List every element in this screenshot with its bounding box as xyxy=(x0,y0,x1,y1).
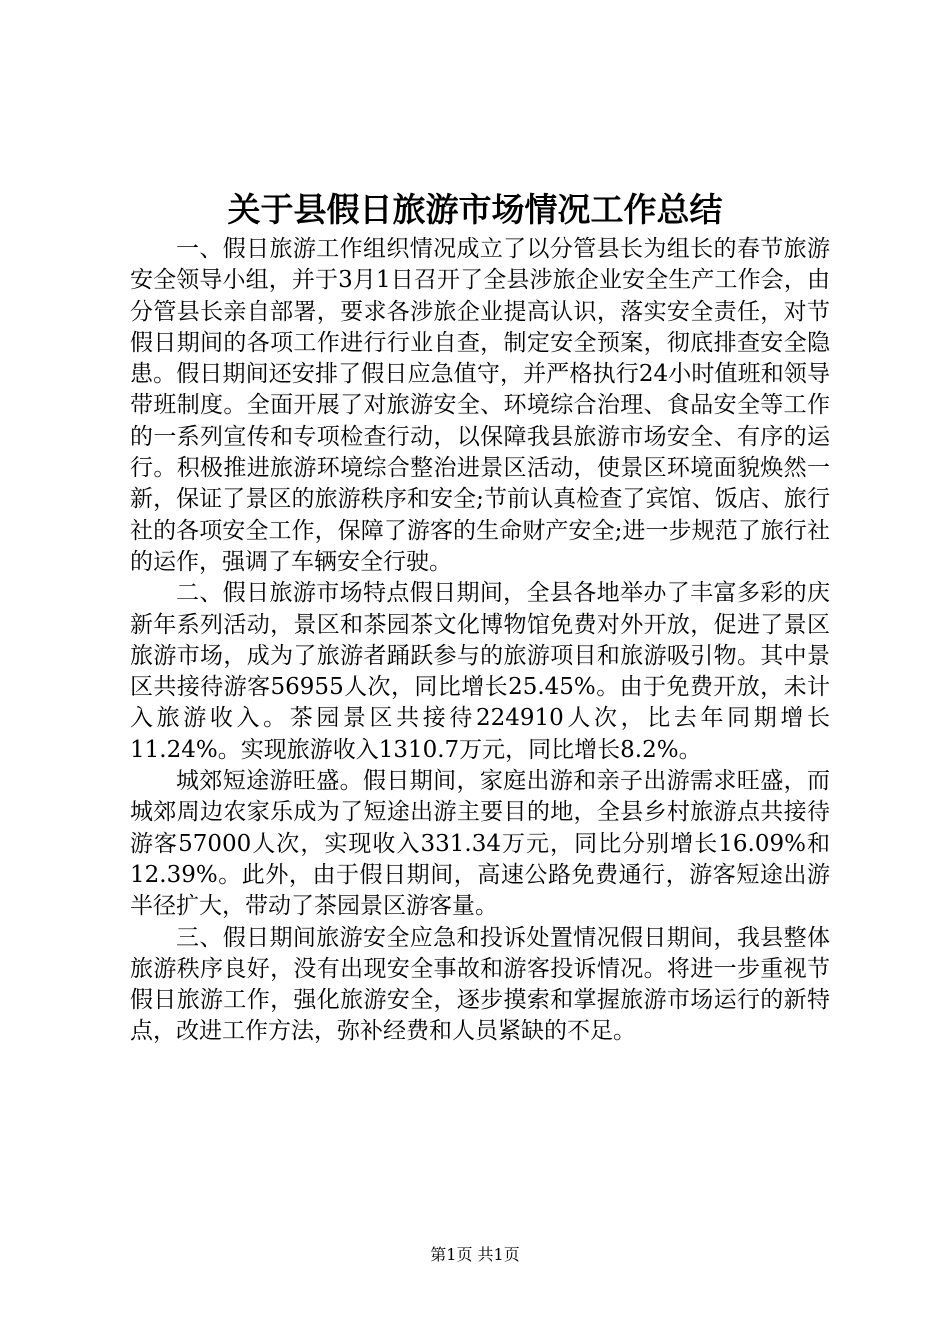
paragraph-3: 城郊短途游旺盛。假日期间，家庭出游和亲子出游需求旺盛，而城郊周边农家乐成为了短途出游主要目的地，全县乡村旅游点共接待游客57000人次，实现收入331.34万元，同比分别增长16.09%和12.39%。此外，由于假日期间，高速公路免费通行，游客短途出游半径扩大，带动了茶园景区游客量。 xyxy=(130,768,830,920)
document-title: 关于县假日旅游市场情况工作总结 xyxy=(227,190,723,229)
document-body xyxy=(130,234,830,1048)
paragraph-1: 一、假日旅游工作组织情况成立了以分管县长为组长的春节旅游安全领导小组，并于3月1日召开了全县涉旅企业安全生产工作会，由分管县长亲自部署，要求各涉旅企业提高认识，落实安全责任，对节假日期间的各项工作进行行业自查，制定安全预案，彻底排查安全隐患。假日期间还安排了假日应急值守，并严格执行24小时值班和领导带班制度。全面开展了对旅游安全、环境综合治理、食品安全等工作的一系列宣传和专项检查行动，以保障我县旅游市场安全、有序的运行。积极推进旅游环境综合整治进景区活动，使景区环境面貌焕然一新，保证了景区的旅游秩序和安全;节前认真检查了宾馆、饭店、旅行社的各项安全工作，保障了游客的生命财产安全;进一步规范了旅行社的运作，强调了车辆安全行驶。 xyxy=(130,236,830,575)
page-number-footer: 第1页 共1页 xyxy=(430,1245,520,1264)
paragraph-4: 三、假日期间旅游安全应急和投诉处置情况假日期间，我县整体旅游秩序良好，没有出现安全事故和游客投诉情况。将进一步重视节假日旅游工作，强化旅游安全，逐步摸索和掌握旅游市场运行的新特点，改进工作方法，弥补经费和人员紧缺的不足。 xyxy=(130,924,830,1045)
paragraph-2: 二、假日旅游市场特点假日期间，全县各地举办了丰富多彩的庆新年系列活动，景区和茶园茶文化博物馆免费对外开放，促进了景区旅游市场，成为了旅游者踊跃参与的旅游项目和旅游吸引物。其中景区共接待游客56955人次，同比增长25.45%。由于免费开放，未计入旅游收入。茶园景区共接待224910人次，比去年同期增长11.24%。实现旅游收入1310.7万元，同比增长8.2%。 xyxy=(130,580,830,763)
